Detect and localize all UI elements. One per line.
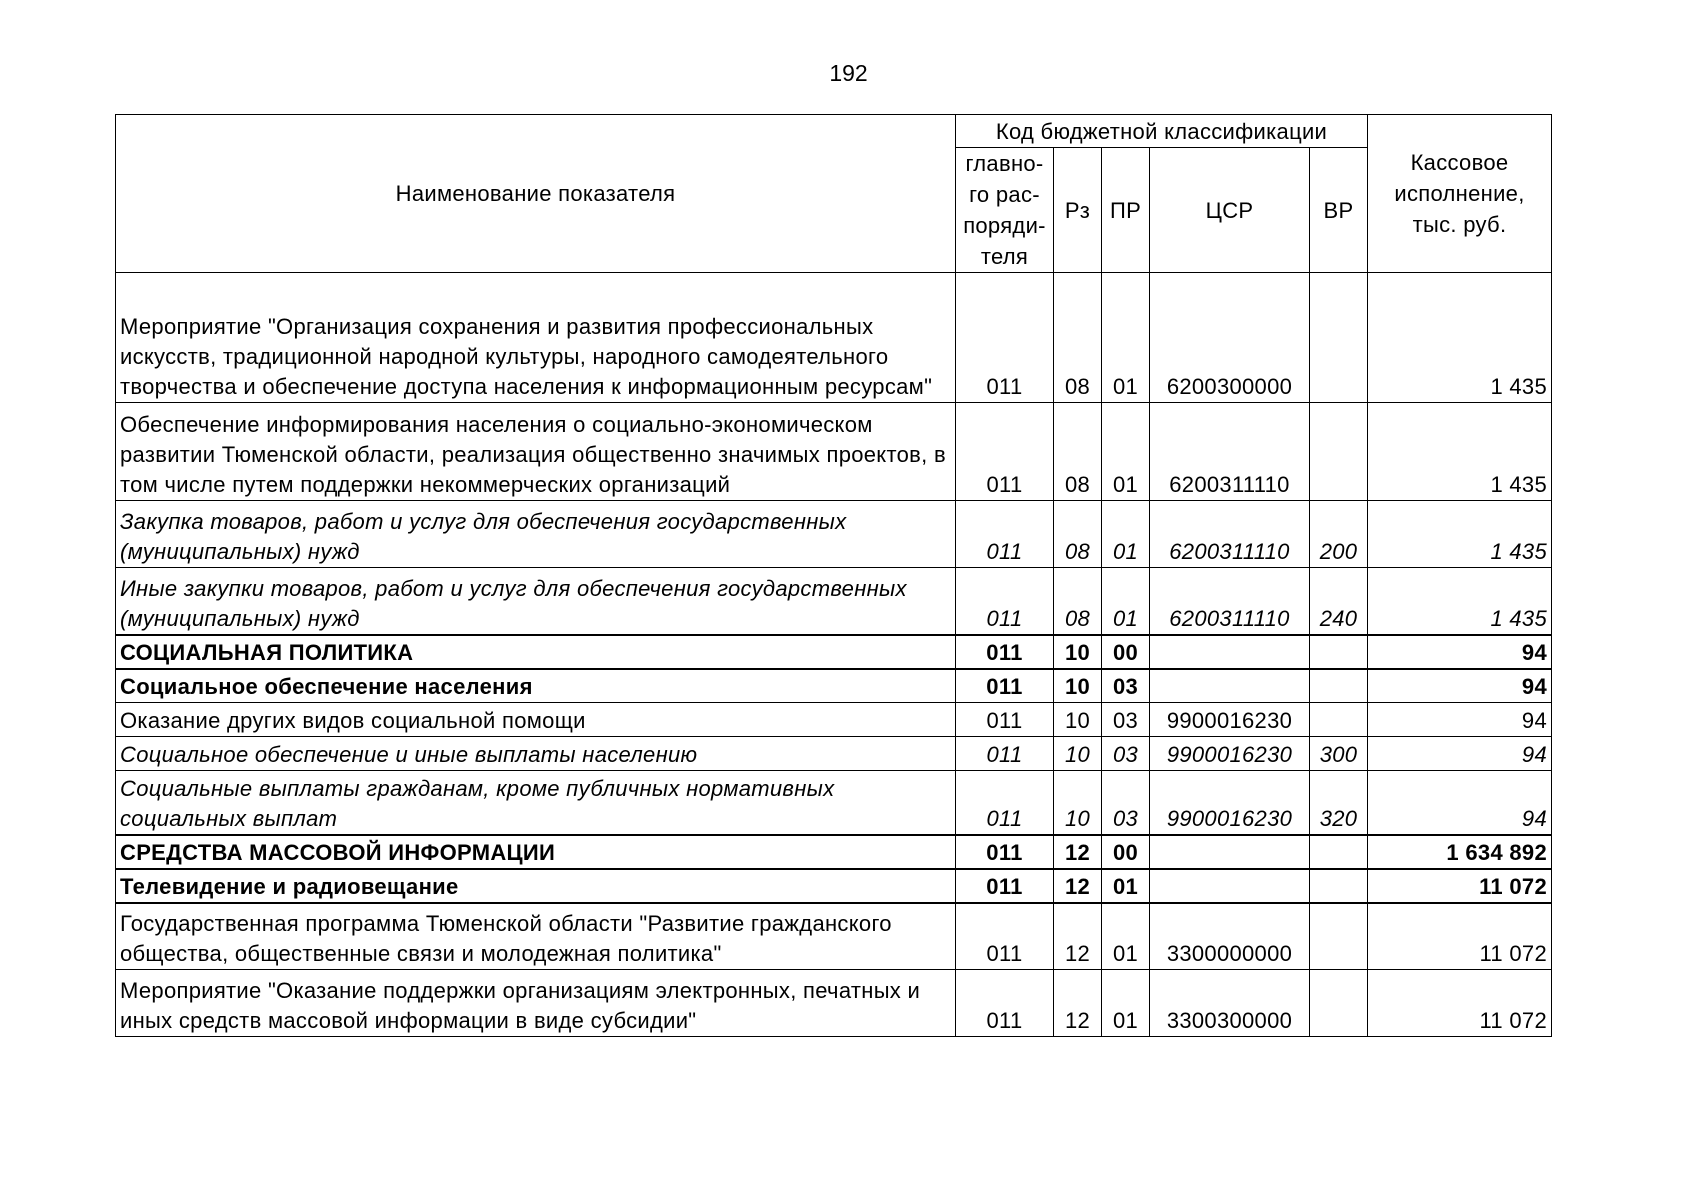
row-gr: 011 (956, 869, 1054, 903)
row-amount: 94 (1368, 669, 1552, 703)
row-rz: 08 (1054, 568, 1102, 635)
row-name: Иные закупки товаров, работ и услуг для обеспечения государственных (муниципальных) нужд (116, 568, 956, 635)
page-number: 192 (829, 60, 868, 86)
row-rz: 08 (1054, 273, 1102, 403)
row-name: Мероприятие "Оказание поддержки организациям электронных, печатных и иных средств массовой информации в виде субсидии" (116, 970, 956, 1037)
row-name: Обеспечение информирования населения о социально-экономическом развитии Тюменской области, реализация общественно значимых проектов, в том числе путем поддержки некоммерческих организаций (116, 403, 956, 501)
table-row (116, 635, 1552, 669)
row-gr: 011 (956, 273, 1054, 403)
row-rz: 08 (1054, 403, 1102, 501)
header-name: Наименование показателя (116, 115, 956, 273)
table-row (116, 501, 1552, 568)
row-amount: 94 (1368, 635, 1552, 669)
budget-table (115, 114, 1552, 1037)
row-csr: 9900016230 (1150, 737, 1310, 771)
row-pr: 03 (1102, 771, 1150, 835)
row-amount: 94 (1368, 703, 1552, 737)
header-chief-admin: главно- го рас- поряди- теля (956, 148, 1054, 273)
table-row (116, 273, 1552, 403)
row-vr (1310, 869, 1368, 903)
row-csr: 3300000000 (1150, 903, 1310, 970)
row-name: Социальные выплаты гражданам, кроме публичных нормативных социальных выплат (116, 771, 956, 835)
row-gr: 011 (956, 403, 1054, 501)
row-csr: 6200311110 (1150, 403, 1310, 501)
row-csr (1150, 669, 1310, 703)
row-amount: 1 435 (1368, 568, 1552, 635)
row-vr: 200 (1310, 501, 1368, 568)
row-pr: 01 (1102, 501, 1150, 568)
row-vr (1310, 835, 1368, 869)
row-vr (1310, 669, 1368, 703)
row-pr: 00 (1102, 835, 1150, 869)
row-name: Государственная программа Тюменской области "Развитие гражданского общества, общественные связи и молодежная политика" (116, 903, 956, 970)
row-name: Социальное обеспечение населения (116, 669, 956, 703)
row-vr (1310, 703, 1368, 737)
row-pr: 01 (1102, 403, 1150, 501)
row-amount: 1 435 (1368, 273, 1552, 403)
row-gr: 011 (956, 501, 1054, 568)
row-csr: 6200311110 (1150, 568, 1310, 635)
row-amount: 1 634 892 (1368, 835, 1552, 869)
row-csr: 3300300000 (1150, 970, 1310, 1037)
row-rz: 12 (1054, 970, 1102, 1037)
row-csr (1150, 835, 1310, 869)
row-gr: 011 (956, 635, 1054, 669)
row-amount: 1 435 (1368, 501, 1552, 568)
table-row (116, 568, 1552, 635)
row-vr (1310, 273, 1368, 403)
table-row (116, 669, 1552, 703)
row-pr: 01 (1102, 970, 1150, 1037)
row-rz: 12 (1054, 903, 1102, 970)
header-csr: ЦСР (1150, 148, 1310, 273)
row-pr: 01 (1102, 869, 1150, 903)
row-rz: 12 (1054, 869, 1102, 903)
row-vr (1310, 970, 1368, 1037)
row-csr (1150, 635, 1310, 669)
table-row (116, 403, 1552, 501)
header-vr: ВР (1310, 148, 1368, 273)
row-name: Оказание других видов социальной помощи (116, 703, 956, 737)
row-name: Телевидение и радиовещание (116, 869, 956, 903)
row-amount: 94 (1368, 737, 1552, 771)
row-vr: 300 (1310, 737, 1368, 771)
row-gr: 011 (956, 970, 1054, 1037)
row-name: Закупка товаров, работ и услуг для обеспечения государственных (муниципальных) нужд (116, 501, 956, 568)
row-gr: 011 (956, 771, 1054, 835)
row-pr: 01 (1102, 568, 1150, 635)
row-vr: 320 (1310, 771, 1368, 835)
row-rz: 10 (1054, 771, 1102, 835)
table-row (116, 771, 1552, 835)
header-code-group: Код бюджетной классификации (956, 115, 1368, 148)
row-csr: 9900016230 (1150, 771, 1310, 835)
row-amount: 11 072 (1368, 903, 1552, 970)
row-vr (1310, 403, 1368, 501)
row-amount: 94 (1368, 771, 1552, 835)
row-amount: 1 435 (1368, 403, 1552, 501)
row-amount: 11 072 (1368, 970, 1552, 1037)
row-pr: 03 (1102, 669, 1150, 703)
row-gr: 011 (956, 903, 1054, 970)
header-pr: ПР (1102, 148, 1150, 273)
row-vr (1310, 635, 1368, 669)
row-name: СОЦИАЛЬНАЯ ПОЛИТИКА (116, 635, 956, 669)
table-row (116, 835, 1552, 869)
row-name: СРЕДСТВА МАССОВОЙ ИНФОРМАЦИИ (116, 835, 956, 869)
row-csr: 6200300000 (1150, 273, 1310, 403)
row-pr: 00 (1102, 635, 1150, 669)
row-csr: 6200311110 (1150, 501, 1310, 568)
header-rz: Рз (1054, 148, 1102, 273)
table-row (116, 703, 1552, 737)
header-amount: Кассовое исполнение, тыс. руб. (1368, 115, 1552, 273)
table-row (116, 903, 1552, 970)
row-pr: 03 (1102, 737, 1150, 771)
row-gr: 011 (956, 568, 1054, 635)
row-name: Мероприятие "Организация сохранения и развития профессиональных искусств, традиционной народной культуры, народного самодеятельного творчества и обеспечение доступа населения к информационным ресурсам" (116, 273, 956, 403)
table-body (116, 273, 1552, 1037)
table-row (116, 737, 1552, 771)
row-rz: 12 (1054, 835, 1102, 869)
row-vr (1310, 903, 1368, 970)
table-row (116, 970, 1552, 1037)
row-pr: 01 (1102, 273, 1150, 403)
row-gr: 011 (956, 737, 1054, 771)
row-rz: 10 (1054, 703, 1102, 737)
row-csr (1150, 869, 1310, 903)
row-gr: 011 (956, 835, 1054, 869)
row-rz: 10 (1054, 669, 1102, 703)
row-gr: 011 (956, 703, 1054, 737)
row-rz: 10 (1054, 737, 1102, 771)
row-rz: 08 (1054, 501, 1102, 568)
table-row (116, 869, 1552, 903)
row-pr: 01 (1102, 903, 1150, 970)
row-rz: 10 (1054, 635, 1102, 669)
row-gr: 011 (956, 669, 1054, 703)
row-vr: 240 (1310, 568, 1368, 635)
row-name: Социальное обеспечение и иные выплаты населению (116, 737, 956, 771)
row-amount: 11 072 (1368, 869, 1552, 903)
row-pr: 03 (1102, 703, 1150, 737)
row-csr: 9900016230 (1150, 703, 1310, 737)
